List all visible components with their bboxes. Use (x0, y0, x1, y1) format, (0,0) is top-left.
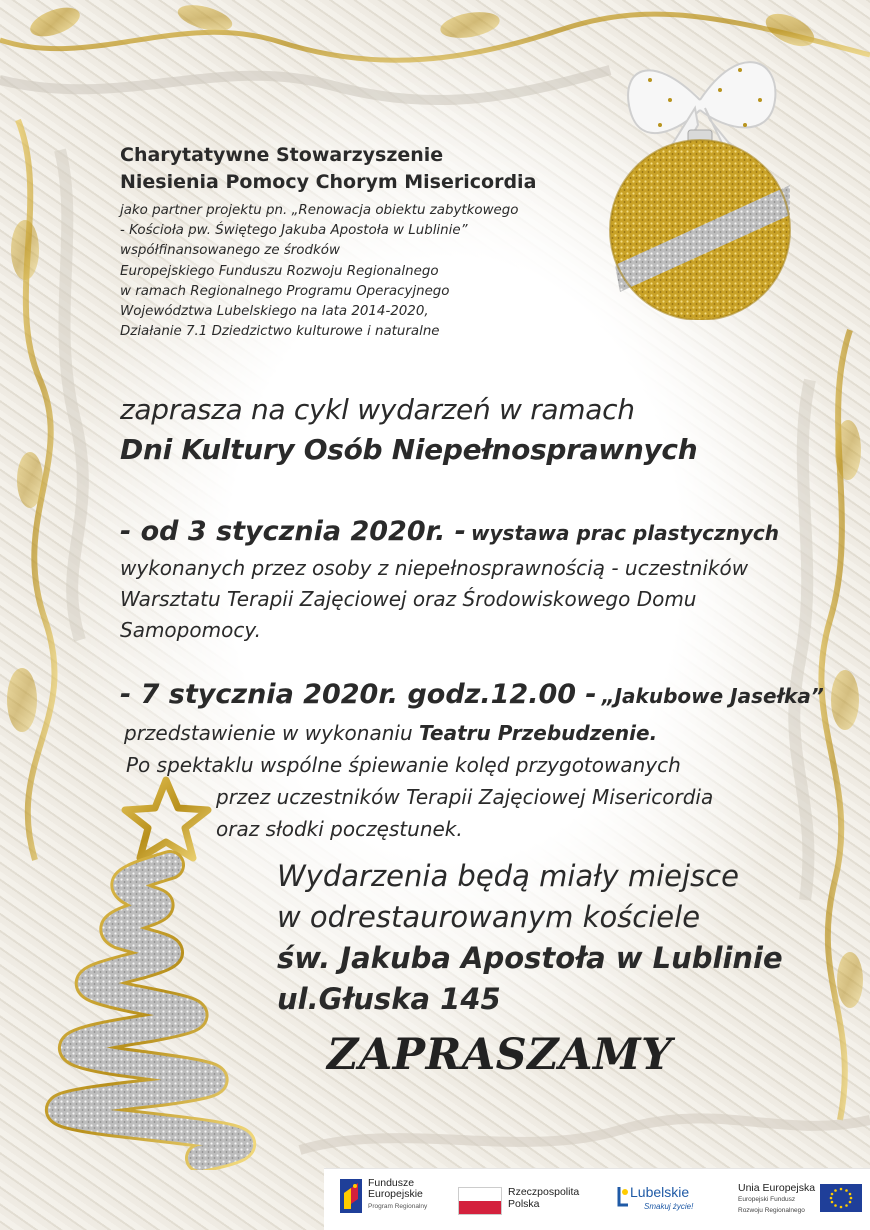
project-line: Województwa Lubelskiego na lata 2014-2020, (120, 304, 429, 320)
lubelskie-slogan: Smakuj życie! (644, 1202, 694, 1211)
rp-line2: Polska (508, 1198, 540, 1210)
call-to-action: ZAPRASZAMY (327, 1030, 673, 1080)
project-line: współfinansowanego ze środków (120, 243, 340, 259)
invite-line1: zaprasza na cykl wydarzeń w ramach (120, 393, 635, 426)
organizer-line2: Niesienia Pomocy Chorym Misericordia (120, 171, 537, 193)
organizer-line1: Charytatywne Stowarzyszenie (120, 144, 444, 166)
fundusze-europejskie-icon (340, 1179, 362, 1213)
fe-line2: Europejskie (368, 1188, 423, 1200)
event-1 (120, 514, 779, 646)
event-2-line: przez uczestników Terapii Zajęciowej Misericordia (216, 785, 714, 809)
event-1-line: Warsztatu Terapii Zajęciowej oraz Środowiskowego Domu (120, 587, 697, 611)
organizer-name (120, 142, 536, 196)
project-description (120, 201, 518, 342)
event-2-performance: przedstawienie w wykonaniu (124, 721, 413, 745)
event-1-title: wystawa prac plastycznych (471, 521, 779, 545)
invite-event-series: Dni Kultury Osób Niepełnosprawnych (120, 433, 698, 466)
lubelskie-icon (616, 1185, 630, 1207)
event-2-date: - 7 stycznia 2020r. godz.12.00 - (120, 679, 597, 710)
venue-line2: w odrestaurowanym kościele (277, 900, 701, 934)
project-line: jako partner projektu pn. „Renowacja obiektu zabytkowego (120, 203, 519, 218)
project-line: Działanie 7.1 Dziedzictwo kulturowe i naturalne (120, 324, 440, 340)
logo-rzeczpospolita-polska (456, 1169, 586, 1230)
polish-flag-icon (458, 1187, 502, 1215)
event-2-line: oraz słodki poczęstunek. (216, 817, 463, 841)
fe-line3: Program Regionalny (368, 1203, 428, 1210)
christmas-bauble-icon (590, 30, 810, 320)
rp-line1: Rzeczpospolita (508, 1186, 580, 1198)
eu-flag-icon (820, 1184, 862, 1212)
event-1-line: wykonanych przez osoby z niepełnosprawnością - uczestników (120, 556, 749, 580)
event-1-line: Samopomocy. (120, 618, 261, 642)
project-line: - Kościoła pw. Świętego Jakuba Apostoła w Lublinie” (120, 223, 468, 239)
event-2-line (120, 717, 824, 749)
logo-fundusze-europejskie (338, 1169, 448, 1230)
ue-line2: Europejski Fundusz (738, 1196, 796, 1203)
project-line: Europejskiego Funduszu Rozwoju Regionalnego (120, 263, 439, 279)
venue-line1: Wydarzenia będą miały miejsce (277, 859, 739, 893)
logo-lubelskie (614, 1169, 714, 1230)
event-2 (120, 676, 824, 845)
ue-line1: Unia Europejska (738, 1182, 816, 1194)
venue-info (277, 856, 783, 1020)
fe-line1: Fundusze (368, 1177, 415, 1189)
project-line: w ramach Regionalnego Programu Operacyjnego (120, 283, 450, 299)
venue-church: św. Jakuba Apostoła w Lublinie (277, 941, 783, 975)
venue-address: ul.Głuska 145 (277, 982, 501, 1016)
event-1-date: - od 3 stycznia 2020r. - (120, 516, 466, 547)
ue-line3: Rozwoju Regionalnego (738, 1207, 805, 1214)
logo-unia-europejska (734, 1169, 870, 1230)
invitation-heading (120, 390, 697, 470)
event-2-line: Po spektaklu wspólne śpiewanie kolęd przygotowanych (126, 753, 681, 777)
funding-logos-bar (324, 1168, 870, 1230)
event-2-theatre: Teatru Przebudzenie. (418, 721, 658, 745)
lubelskie-name: Lubelskie (630, 1184, 690, 1200)
event-2-title: „Jakubowe Jasełka” (601, 684, 824, 708)
